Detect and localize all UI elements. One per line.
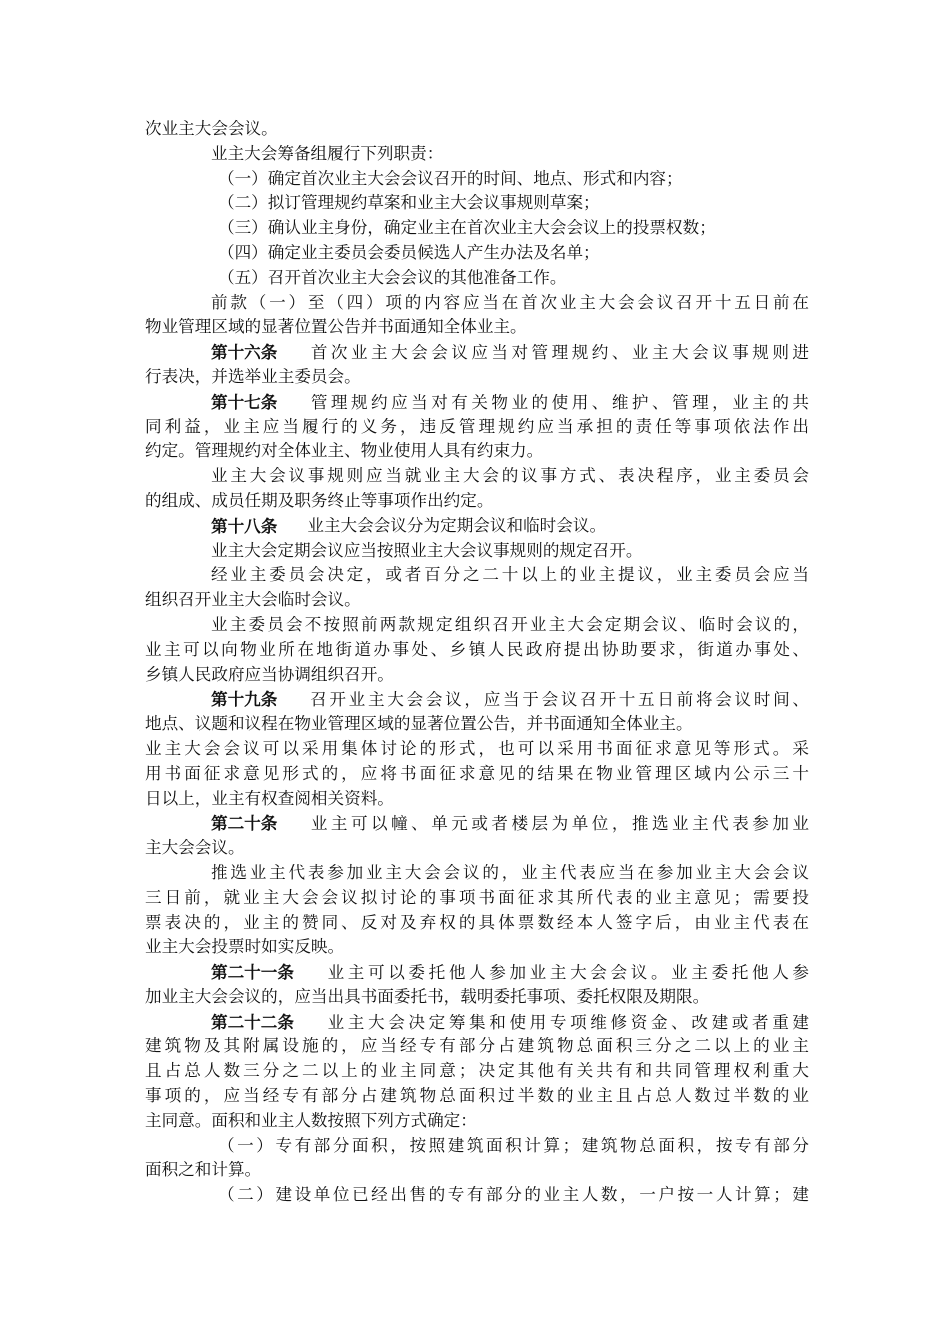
line-text: （一）确定首次业主大会会议召开的时间、地点、形式和内容；	[218, 168, 683, 188]
text-line	[145, 638, 809, 663]
line-text: 乡镇人民政府应当协调组织召开。	[145, 664, 394, 684]
article-line	[145, 1010, 809, 1035]
article-number: 第十八条	[211, 515, 278, 536]
line-text: 约定。管理规约对全体业主、物业使用人具有约束力。	[145, 441, 544, 461]
text-line	[145, 563, 809, 588]
article-line	[145, 687, 809, 712]
text-line	[145, 613, 809, 638]
line-text: 同利益，业主应当履行的义务，违反管理规约应当承担的责任等事项依法作出	[145, 416, 809, 436]
article-number: 第十六条	[211, 342, 278, 363]
line-text: 前款（一）至（四）项的内容应当在首次业主大会会议召开十五日前在	[211, 292, 809, 312]
line-text: （五）召开首次业主大会会议的其他准备工作。	[218, 267, 567, 287]
text-line	[145, 315, 809, 340]
line-text: 经业主委员会决定，或者百分之二十以上的业主提议，业主委员会应当	[211, 565, 809, 585]
text-line	[145, 241, 809, 266]
text-line	[145, 464, 809, 489]
text-line	[145, 737, 809, 762]
line-text: 业主可以委托他人参加业主大会会议。业主委托他人参	[323, 963, 809, 983]
text-line	[145, 142, 809, 167]
text-line	[145, 712, 809, 737]
article-number: 第二十条	[211, 813, 278, 834]
line-text: 业主大会议事规则应当就业主大会的议事方式、表决程序，业主委员会	[211, 466, 809, 486]
line-text: 业主大会会议分为定期会议和临时会议。	[307, 515, 607, 535]
line-text: 主大会会议。	[145, 838, 245, 858]
text-line	[145, 1183, 809, 1208]
line-text: 三日前，就业主大会会议拟讨论的事项书面征求其所代表的业主意见；需要投	[145, 887, 809, 907]
text-line	[145, 1134, 809, 1159]
line-text: 的组成、成员任期及职务终止等事项作出约定。	[145, 490, 494, 510]
line-text: 面积之和计算。	[145, 1160, 262, 1180]
line-text: 建筑物及其附属设施的，应当经专有部分占建筑物总面积三分之二以上的业主	[145, 1036, 809, 1056]
line-text: 首次业主大会会议应当对管理规约、业主大会议事规则进	[307, 343, 809, 363]
text-line	[145, 489, 809, 514]
text-line	[145, 439, 809, 464]
line-text: 且占总人数三分之二以上的业主同意；决定其他有关共有和共同管理权利重大	[145, 1061, 809, 1081]
text-line	[145, 985, 809, 1010]
line-text: 事项的，应当经专有部分占建筑物总面积过半数的业主且占总人数过半数的业	[145, 1086, 809, 1106]
text-line	[145, 117, 809, 142]
text-line	[145, 291, 809, 316]
text-line	[145, 1084, 809, 1109]
article-line	[145, 340, 809, 365]
text-line	[145, 663, 809, 688]
line-text: 业主大会会议可以采用集体讨论的形式，也可以采用书面征求意见等形式。采	[145, 738, 809, 758]
line-text: 次业主大会会议。	[145, 119, 278, 138]
text-line	[145, 266, 809, 291]
line-text: 业主可以幢、单元或者楼层为单位，推选业主代表参加业	[307, 814, 809, 834]
line-text: 地点、议题和议程在物业管理区域的显著位置公告，并书面通知全体业主。	[145, 714, 693, 734]
text-line	[145, 365, 809, 390]
text-line	[145, 1034, 809, 1059]
text-line	[145, 836, 809, 861]
article-line	[145, 811, 809, 836]
line-text: 召开业主大会会议，应当于会议召开十五日前将会议时间、	[307, 690, 809, 710]
line-text: （三）确认业主身份，确定业主在首次业主大会会议上的投票权数；	[218, 218, 716, 238]
article-number: 第二十一条	[211, 962, 294, 983]
line-text: 业主可以向物业所在地街道办事处、乡镇人民政府提出协助要求，街道办事处、	[145, 639, 809, 659]
text-line	[145, 911, 809, 936]
text-line	[145, 539, 809, 564]
line-text: 加业主大会会议的，应当出具书面委托书，载明委托事项、委托权限及期限。	[145, 986, 710, 1006]
text-line	[145, 167, 809, 192]
line-text: 业主大会筹备组履行下列职责：	[211, 143, 444, 163]
line-text: 行表决，并选举业主委员会。	[145, 366, 361, 386]
article-line	[145, 514, 809, 539]
line-text: 业主大会投票时如实反映。	[145, 937, 345, 957]
text-line	[145, 191, 809, 216]
line-text: 组织召开业主大会临时会议。	[145, 590, 361, 610]
article-number: 第二十二条	[211, 1011, 294, 1032]
line-text: 物业管理区域的显著位置公告并书面通知全体业主。	[145, 317, 527, 337]
line-text: 管理规约应当对有关物业的使用、维护、管理，业主的共	[307, 392, 809, 412]
article-line	[145, 390, 809, 415]
text-line	[145, 1109, 809, 1134]
line-text: （四）确定业主委员会委员候选人产生办法及名单；	[218, 242, 600, 262]
line-text: （二）拟订管理规约草案和业主大会议事规则草案；	[218, 193, 600, 213]
line-text: （一）专有部分面积，按照建筑面积计算；建筑物总面积，按专有部分	[218, 1135, 809, 1155]
text-line	[145, 861, 809, 886]
line-text: 业主大会定期会议应当按照业主大会议事规则的规定召开。	[211, 540, 643, 560]
line-text: 日以上，业主有权查阅相关资料。	[145, 788, 394, 808]
text-line	[145, 588, 809, 613]
article-number: 第十七条	[211, 391, 278, 412]
text-line	[145, 1059, 809, 1084]
text-line	[145, 415, 809, 440]
line-text: 业主委员会不按照前两款规定组织召开业主大会定期会议、临时会议的，	[211, 614, 809, 634]
line-text: 用书面征求意见形式的，应将书面征求意见的结果在物业管理区域内公示三十	[145, 763, 809, 783]
line-text: 推选业主代表参加业主大会会议的，业主代表应当在参加业主大会会议	[211, 862, 809, 882]
text-line	[145, 787, 809, 812]
text-line	[145, 1158, 809, 1183]
document-page	[145, 117, 809, 1208]
line-text: 业主大会决定筹集和使用专项维修资金、改建或者重建	[323, 1012, 809, 1032]
text-line	[145, 216, 809, 241]
article-number: 第十九条	[211, 689, 278, 710]
text-line	[145, 935, 809, 960]
article-line	[145, 960, 809, 985]
text-line	[145, 886, 809, 911]
line-text: 主同意。面积和业主人数按照下列方式确定：	[145, 1110, 477, 1130]
line-text: 票表决的，业主的赞同、反对及弃权的具体票数经本人签字后，由业主代表在	[145, 912, 809, 932]
text-line	[145, 762, 809, 787]
line-text: （二）建设单位已经出售的专有部分的业主人数，一户按一人计算；建	[218, 1185, 809, 1205]
